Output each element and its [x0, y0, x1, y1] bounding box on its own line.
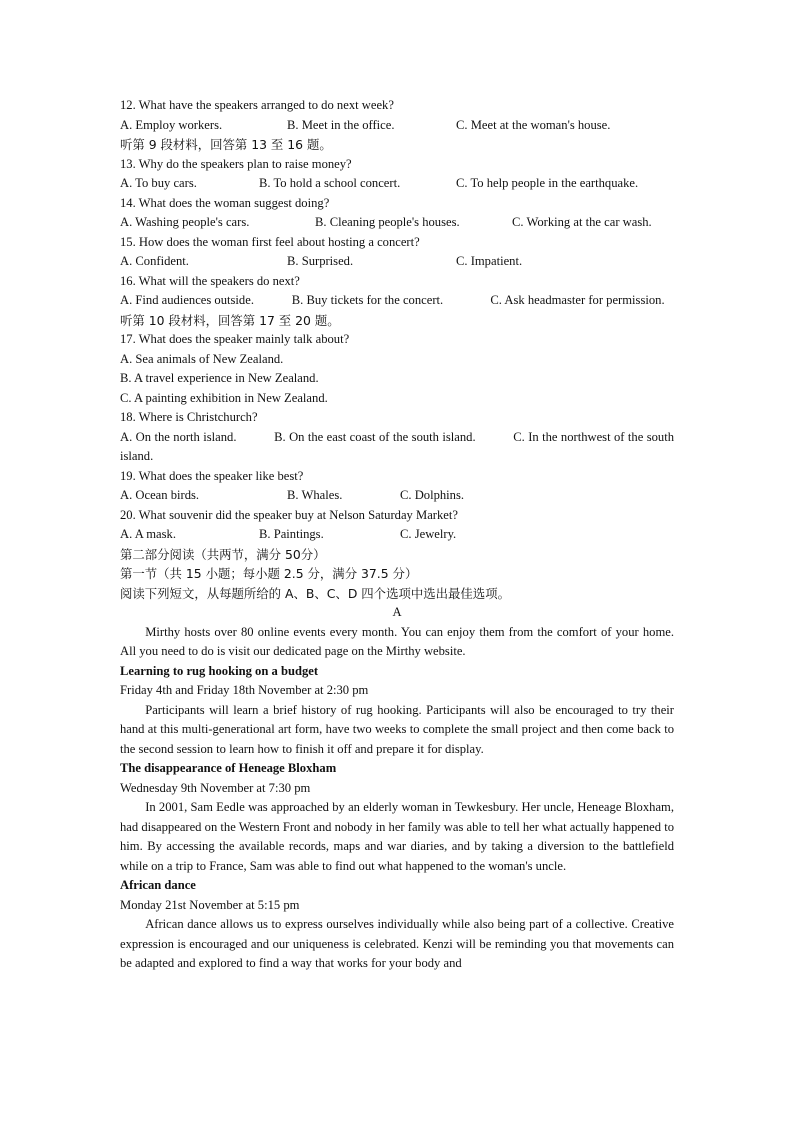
- option-b: B. Whales.: [287, 488, 343, 502]
- section-10-instruction: 听第 10 段材料，回答第 17 至 20 题。: [120, 312, 340, 328]
- option-c: C. Impatient.: [456, 254, 523, 268]
- option-c: C. Dolphins.: [400, 488, 465, 502]
- question-13-options: [120, 174, 674, 194]
- option-c: C. Working at the car wash.: [512, 215, 652, 229]
- question-18: 18. Where is Christchurch?: [120, 410, 258, 424]
- option-a: A. A mask.: [120, 527, 176, 541]
- question-19-options: [120, 486, 674, 506]
- section-1-heading: 第一节（共 15 小题；每小题 2.5 分，满分 37.5 分）: [120, 566, 418, 581]
- question-17: 17. What does the speaker mainly talk about?: [120, 332, 350, 346]
- option-b: B. To hold a school concert.: [259, 176, 401, 190]
- event-time: Monday 21st November at 5:15 pm: [120, 897, 300, 912]
- option-c: C. To help people in the earthquake.: [456, 176, 639, 190]
- event-description: In 2001, Sam Eedle was approached by an elderly woman in Tewkesbury. Her uncle, Heneage Bloxham, had disappeared on the Western Front and nobody in her family was able to tell her what actually happened to him. By accessing the available records, maps and war diaries, and by taking a diversion to the battlefield while on a trip to France, Sam was able to find out what happened to the woman's uncle.: [120, 800, 674, 873]
- option-a: A. To buy cars.: [120, 176, 197, 190]
- question-14: 14. What does the woman suggest doing?: [120, 195, 330, 210]
- reading-instruction: 阅读下列短文，从每题所给的 A、B、C、D 四个选项中选出最佳选项。: [120, 585, 510, 601]
- exam-page: [120, 96, 678, 974]
- option-c: C. Jewelry.: [400, 527, 457, 541]
- option-a: A. Ocean birds.: [120, 488, 200, 502]
- option-b: B. Cleaning people's houses.: [315, 215, 460, 229]
- question-18-options: A. On the north island. B. On the east coast of the south island. C. In the northwest of the south island.: [120, 429, 678, 463]
- option-b: B. Meet in the office.: [287, 117, 395, 132]
- passage-letter: A: [392, 605, 402, 619]
- event-title: African dance: [120, 878, 196, 892]
- question-16-options: A. Find audiences outside. B. Buy tickets for the concert. C. Ask headmaster for permission.: [120, 293, 665, 307]
- option-c: C. A painting exhibition in New Zealand.: [120, 390, 328, 405]
- option-a: A. Employ workers.: [120, 117, 223, 132]
- question-19: 19. What does the speaker like best?: [120, 468, 304, 483]
- question-12-options: [120, 116, 674, 136]
- question-15-options: [120, 252, 674, 272]
- option-b: B. Paintings.: [259, 527, 324, 541]
- event-title: The disappearance of Heneage Bloxham: [120, 761, 337, 775]
- question-12: 12. What have the speakers arranged to do next week?: [120, 98, 394, 112]
- question-20-options: [120, 525, 674, 545]
- passage-intro: Mirthy hosts over 80 online events every month. You can enjoy them from the comfort of your home. All you need to do is visit our dedicated page on the Mirthy website.: [120, 624, 674, 658]
- question-20: 20. What souvenir did the speaker buy at Nelson Saturday Market?: [120, 507, 458, 522]
- question-14-options: [120, 213, 674, 233]
- option-a: A. Washing people's cars.: [120, 215, 250, 229]
- option-c: C. Meet at the woman's house.: [456, 117, 611, 132]
- event-description: African dance allows us to express ourselves individually while also being part of a collective. Creative expression is encouraged and our uniqueness is celebrated. Kenzi will be reminding you that movements can be adapted and explored to find a way that works for your body and: [120, 917, 674, 970]
- event-description: Participants will learn a brief history of rug hooking. Participants will also be encouraged to try their hand at this multi-generational art form, have two weeks to complete the small project and then come back to the second session to learn how to finish it off and prepare it for display.: [120, 702, 674, 756]
- option-a: A. Confident.: [120, 254, 189, 268]
- question-15: 15. How does the woman first feel about hosting a concert?: [120, 234, 420, 249]
- option-b: B. A travel experience in New Zealand.: [120, 371, 319, 385]
- event-time: Wednesday 9th November at 7:30 pm: [120, 780, 311, 795]
- question-16: 16. What will the speakers do next?: [120, 273, 300, 288]
- event-time: Friday 4th and Friday 18th November at 2:30 pm: [120, 683, 369, 697]
- event-title: Learning to rug hooking on a budget: [120, 663, 319, 678]
- option-b: B. Surprised.: [287, 254, 354, 268]
- part-2-heading: 第二部分阅读（共两节，满分 50分）: [120, 546, 326, 562]
- option-a: A. Sea animals of New Zealand.: [120, 351, 284, 366]
- section-9-instruction: 听第 9 段材料，回答第 13 至 16 题。: [120, 137, 332, 152]
- question-13: 13. Why do the speakers plan to raise money?: [120, 156, 352, 171]
